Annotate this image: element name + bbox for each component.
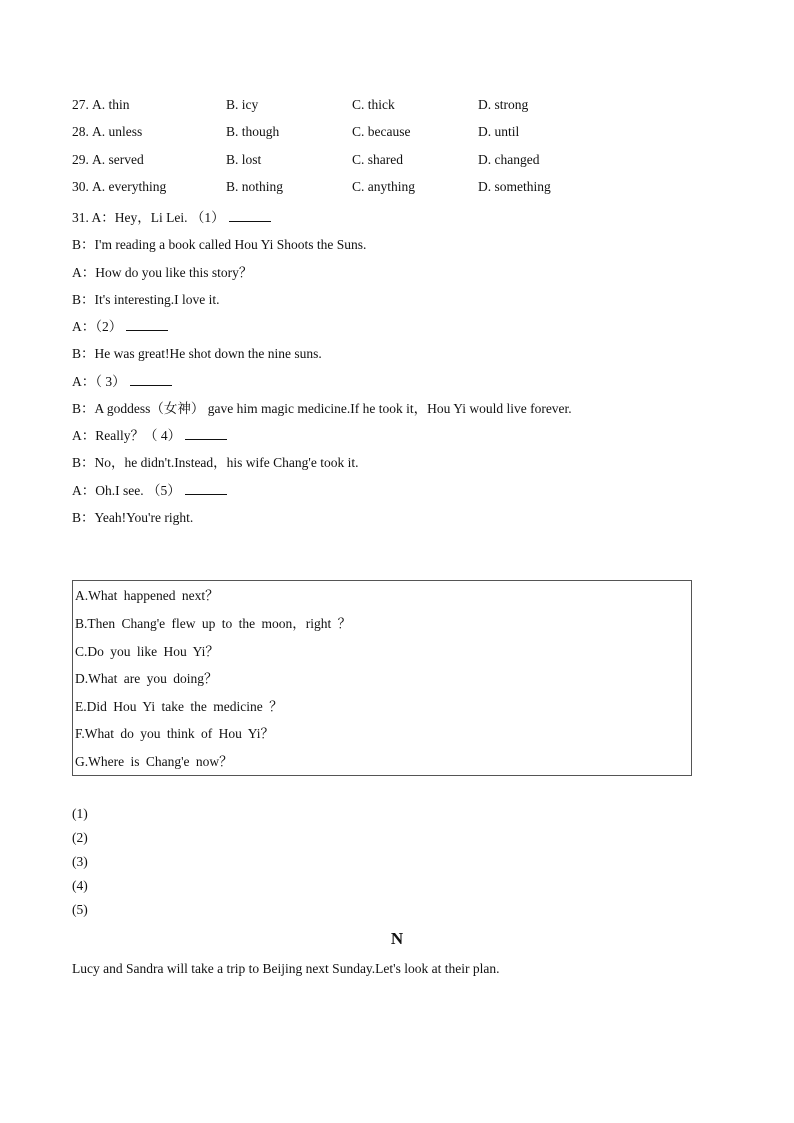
line-text: Yeah!You're right. xyxy=(94,510,194,525)
speaker: A： xyxy=(72,319,96,334)
choice-item: A.What happened next？ xyxy=(75,588,219,603)
option-b: B. nothing xyxy=(226,179,284,194)
answer-blank[interactable] xyxy=(185,427,227,440)
option-num: 27. xyxy=(72,97,89,112)
dialogue-line xyxy=(72,261,252,281)
dialogue-line xyxy=(72,288,220,308)
speaker: B： xyxy=(72,237,95,252)
line-text: （2） xyxy=(95,319,123,334)
option-a: A. unless xyxy=(92,124,143,139)
dialogue-line xyxy=(72,479,227,499)
answer-number[interactable]: (5) xyxy=(72,902,88,917)
speaker: A： xyxy=(72,374,96,389)
option-d: D. something xyxy=(478,179,551,194)
line-text: He was great!He shot down the nine suns. xyxy=(94,346,322,361)
option-d: D. changed xyxy=(478,152,540,167)
dialogue-line xyxy=(72,342,322,362)
option-num: 30. xyxy=(72,179,89,194)
option-c: C. because xyxy=(352,124,411,139)
speaker: B： xyxy=(72,401,95,416)
line-text: How do you like this story？ xyxy=(95,265,253,280)
dialogue-line xyxy=(72,233,366,253)
choice-item: D.What are you doing？ xyxy=(75,671,218,686)
option-a: A. everything xyxy=(92,179,167,194)
answer-number[interactable]: (3) xyxy=(72,854,88,869)
speaker: 31. A： xyxy=(72,210,115,225)
dialogue-line xyxy=(72,370,172,390)
speaker: B： xyxy=(72,346,95,361)
speaker: B： xyxy=(72,292,95,307)
line-text: A goddess（女神） gave him magic medicine.If he took it，Hou Yi would live forever. xyxy=(94,401,572,416)
answer-blank[interactable] xyxy=(126,318,168,331)
option-b: B. icy xyxy=(226,97,259,112)
line-text: （ 3） xyxy=(95,374,126,389)
line-text: Really？（ 4） xyxy=(95,428,182,443)
option-a: A. thin xyxy=(92,97,130,112)
line-text: Hey，Li Lei. （1） xyxy=(114,210,225,225)
choice-item: G.Where is Chang'e now？ xyxy=(75,754,233,769)
speaker: B： xyxy=(72,510,95,525)
choice-item: B.Then Chang'e flew up to the moon，right ？ xyxy=(75,616,352,631)
section-intro: Lucy and Sandra will take a trip to Beijing next Sunday.Let's look at their plan. xyxy=(72,961,500,976)
speaker: A： xyxy=(72,265,96,280)
option-d: D. strong xyxy=(478,97,529,112)
option-c: C. thick xyxy=(352,97,395,112)
dialogue-line xyxy=(72,451,358,471)
answer-number[interactable]: (4) xyxy=(72,878,88,893)
answer-blank[interactable] xyxy=(130,373,172,386)
option-b: B. though xyxy=(226,124,280,139)
speaker: B： xyxy=(72,455,95,470)
line-text: I'm reading a book called Hou Yi Shoots the Suns. xyxy=(94,237,367,252)
speaker: A： xyxy=(72,428,96,443)
answer-number[interactable]: (2) xyxy=(72,830,88,845)
dialogue-line xyxy=(72,424,227,444)
option-c: C. anything xyxy=(352,179,415,194)
speaker: A： xyxy=(72,483,96,498)
option-c: C. shared xyxy=(352,152,403,167)
option-a: A. served xyxy=(92,152,144,167)
answer-blank[interactable] xyxy=(185,482,227,495)
dialogue-line xyxy=(72,206,271,226)
option-b: B. lost xyxy=(226,152,262,167)
choice-box xyxy=(72,580,692,776)
dialogue-line xyxy=(72,397,572,417)
option-num: 28. xyxy=(72,124,89,139)
section-heading: N xyxy=(390,929,404,948)
line-text: No，he didn't.Instead，his wife Chang'e took it. xyxy=(94,455,359,470)
line-text: It's interesting.I love it. xyxy=(94,292,220,307)
choice-item: F.What do you think of Hou Yi？ xyxy=(75,726,275,741)
answer-blank[interactable] xyxy=(229,209,271,222)
line-text: Oh.I see. （5） xyxy=(95,483,181,498)
choice-item: C.Do you like Hou Yi？ xyxy=(75,644,219,659)
answer-number[interactable]: (1) xyxy=(72,806,88,821)
option-num: 29. xyxy=(72,152,89,167)
option-d: D. until xyxy=(478,124,520,139)
dialogue-line xyxy=(72,315,168,335)
dialogue-line xyxy=(72,506,193,526)
choice-item: E.Did Hou Yi take the medicine ？ xyxy=(75,699,283,714)
